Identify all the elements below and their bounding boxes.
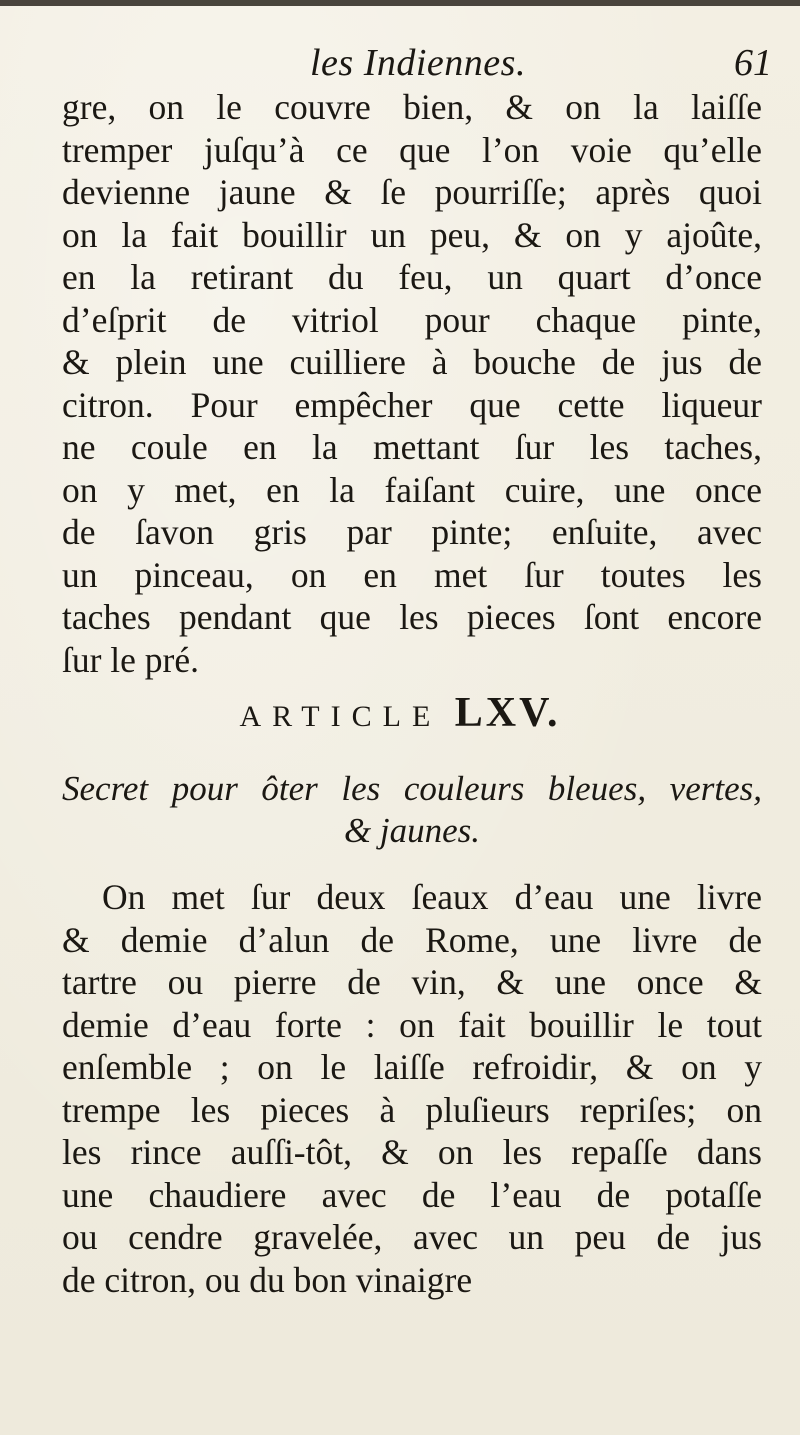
text-line: & plein une cuilliere à bouche de jus de bbox=[62, 342, 762, 382]
page-number: 61 bbox=[734, 42, 772, 84]
text-line: taches pendant que les pieces ſont encore bbox=[62, 597, 762, 637]
text-line: gre, on le couvre bien, & on la laiſſe bbox=[62, 87, 762, 127]
page-header bbox=[0, 38, 800, 88]
running-title: les Indiennes. bbox=[310, 42, 526, 84]
text-line: un pinceau, on en met ſur toutes les bbox=[62, 554, 762, 595]
text-line: on y met, en la faiſant cuire, une once bbox=[62, 469, 762, 510]
text-line: demie d’eau forte : on fait bouillir le tout bbox=[62, 1004, 762, 1045]
text-line: ou cendre gravelée, avec un peu de jus bbox=[62, 1217, 762, 1257]
paragraph-recipe bbox=[62, 876, 762, 1301]
article-label: ARTICLE bbox=[239, 700, 442, 733]
text-line: une chaudiere avec de l’eau de potaſſe bbox=[62, 1174, 762, 1215]
text-line: ne coule en la mettant ſur les taches, bbox=[62, 427, 762, 467]
section-title-line: Secret pour ôter les couleurs bleues, vertes, bbox=[62, 769, 762, 808]
text-line: tremper juſqu’à ce que l’on voie qu’elle bbox=[62, 129, 762, 170]
text-line: d’eſprit de vitriol pour chaque pinte, bbox=[62, 299, 762, 340]
text-line: en la retirant du feu, un quart d’once bbox=[62, 257, 762, 297]
paragraph-continued bbox=[62, 86, 762, 681]
section-title-line: & jaunes. bbox=[343, 811, 481, 850]
text-line: ſur le pré. bbox=[62, 639, 200, 680]
text-line: On met ſur deux ſeaux d’eau une livre bbox=[102, 877, 762, 917]
text-line: tartre ou pierre de vin, & une once & bbox=[62, 962, 762, 1002]
text-line: les rince auſſi-tôt, & on les repaſſe dans bbox=[62, 1132, 762, 1172]
text-line: citron. Pour empêcher que cette liqueur bbox=[62, 384, 762, 425]
text-line: on la fait bouillir un peu, & on y ajoûte, bbox=[62, 214, 762, 255]
text-line: enſemble ; on le laiſſe refroidir, & on y bbox=[62, 1047, 762, 1087]
section-title bbox=[62, 768, 762, 852]
text-line: & demie d’alun de Rome, une livre de bbox=[62, 919, 762, 960]
text-line: trempe les pieces à pluſieurs repriſes; on bbox=[62, 1089, 762, 1130]
article-heading bbox=[0, 688, 800, 742]
article-numeral: LXV. bbox=[454, 690, 561, 736]
text-line: de ſavon gris par pinte; enſuite, avec bbox=[62, 512, 762, 552]
text-line: de citron, ou du bon vinaigre bbox=[62, 1259, 473, 1300]
text-line: devienne jaune & ſe pourriſſe; après quoi bbox=[62, 172, 762, 212]
top-edge-shadow bbox=[0, 0, 800, 6]
